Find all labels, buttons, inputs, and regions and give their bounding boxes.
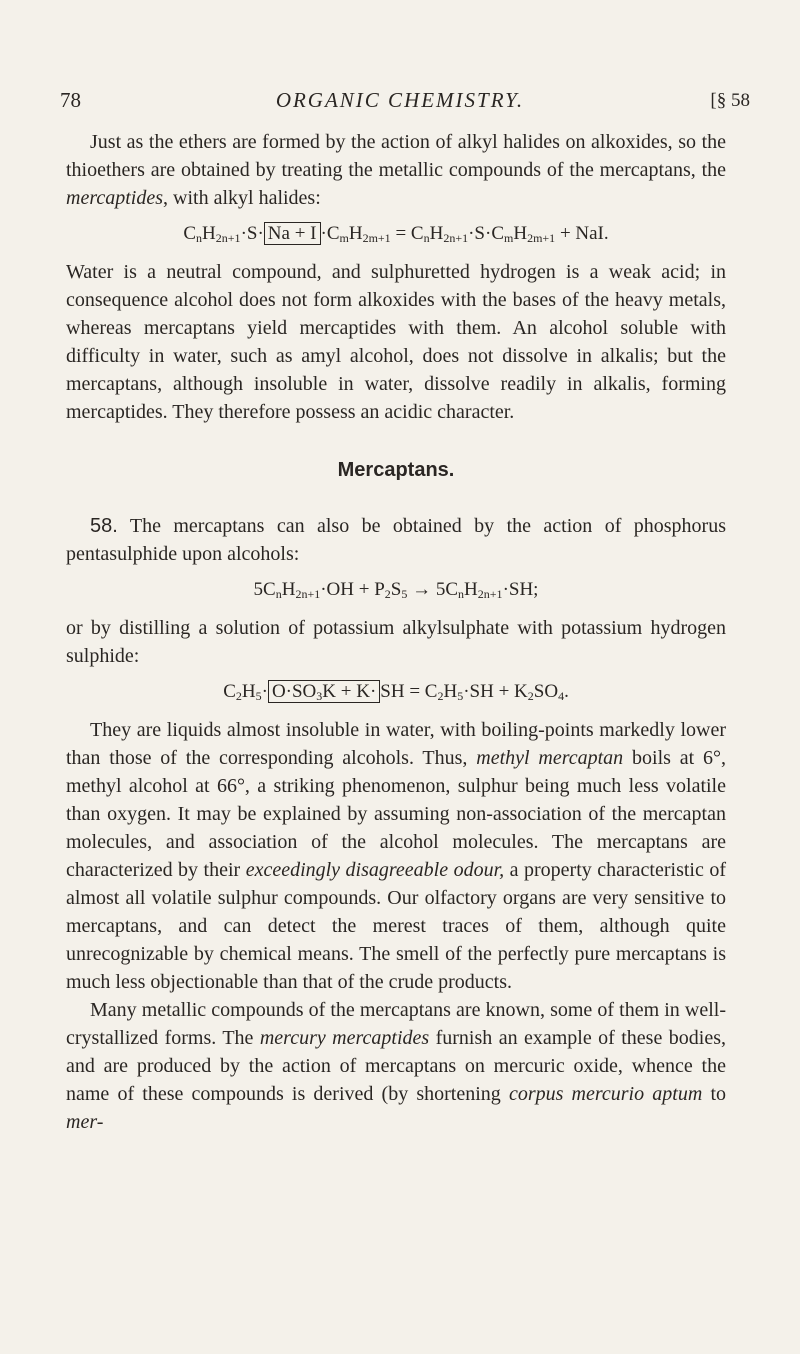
paragraph-58: 58. The mercaptans can also be obtained by the action of phosphorus pentasulphide upon alcohols: bbox=[66, 515, 726, 565]
section-marker: [§ 58 bbox=[710, 90, 750, 111]
formula-alkylsulphate: $C_2H_5\cdot O\cdot SO_3K + K\cdot$ SH = $C_2H_5\cdot SH + K_2SO_4$. bbox=[223, 681, 569, 703]
paragraph-thioethers: Just as the ethers are formed by the action of alkyl halides on alkoxides, so the thioethers are obtained by treating the metallic compounds of the mercaptans, the mercaptides, with alkyl halides: bbox=[66, 131, 726, 209]
paragraph-number: 58. bbox=[90, 515, 118, 537]
term-mercaptides: mercaptides bbox=[66, 187, 164, 209]
eliminated-group-box: Na + I bbox=[264, 222, 321, 245]
paragraph-acidic-character: Water is a neutral compound, and sulphuretted hydrogen is a weak acid; in consequence alcohol does not form alkoxides with the bases of the heavy metals, whereas mercaptans yield mercaptides with them. An alcohol soluble with difficulty in water, such as amyl alcohol, does not dissolve in alkalis; but the mercaptans, although insoluble in water, dissolve readily in alkalis, forming mercaptides. They therefore possess an acidic character. bbox=[66, 261, 726, 423]
paragraph-distilling: or by distilling a solution of potassium alkylsulphate with potassium hydrogen sulphide: bbox=[66, 617, 726, 667]
paragraph-properties: They are liquids almost insoluble in water, with boiling-points markedly lower than those of the corresponding alcohols. Thus, methyl mercaptan boils at 6°, methyl alcohol at 66°, a striking phenomenon, sulphur being much less volatile than oxygen. It may be explained by assuming non-association of the mercaptan molecules, and association of the alcohol molecules. The mercaptans are characterized by their exceedingly disagreeable odour, a property characteristic of almost all volatile sulphur compounds. Our olfactory organs are very sensitive to mercaptans, and can detect the merest traces of them, although quite unrecognizable by chemical means. The smell of the perfectly pure mercaptans is much less objectionable than that of the crude products. bbox=[66, 719, 726, 993]
term-corpus-mercurio-aptum: corpus mercurio aptum bbox=[508, 1083, 703, 1105]
paragraph-metallic-compounds: Many metallic compounds of the mercaptans are known, some of them in well-crystallized forms. The mercury mercaptides furnish an example of these bodies, and are produced by the action of mercaptans on mercuric oxide, whence the name of these compounds is derived (by shortening corpus mercurio aptum to mer- bbox=[66, 999, 726, 1133]
page-number: 78 bbox=[60, 88, 81, 112]
section-heading: Mercaptans. bbox=[337, 459, 455, 481]
body-text bbox=[66, 128, 726, 1136]
page-header bbox=[0, 88, 800, 118]
formula-phosphorus-pentasulphide: $5C_nH_{2n+1}\cdot OH + P_2S_5 \to 5C_nH_{2n+1}\cdot SH$; bbox=[253, 579, 539, 601]
term-disagreeable-odour: exceedingly disagreeable odour, bbox=[245, 859, 505, 881]
term-methyl-mercaptan: methyl mercaptan bbox=[476, 747, 624, 769]
formula-thioether: $C_nH_{2n+1}\cdot S\cdot Na + I \cdot C_mH_{2m+1} = C_nH_{2n+1}\cdot S\cdot C_mH_{2m+1}$ + NaI. bbox=[183, 223, 609, 245]
running-title: ORGANIC CHEMISTRY. bbox=[275, 88, 525, 112]
term-mer: mer- bbox=[66, 1111, 104, 1133]
term-mercury-mercaptides: mercury mercaptides bbox=[259, 1027, 430, 1049]
eliminated-group-box: $O\cdot SO_3K + K\cdot$ bbox=[268, 680, 380, 703]
